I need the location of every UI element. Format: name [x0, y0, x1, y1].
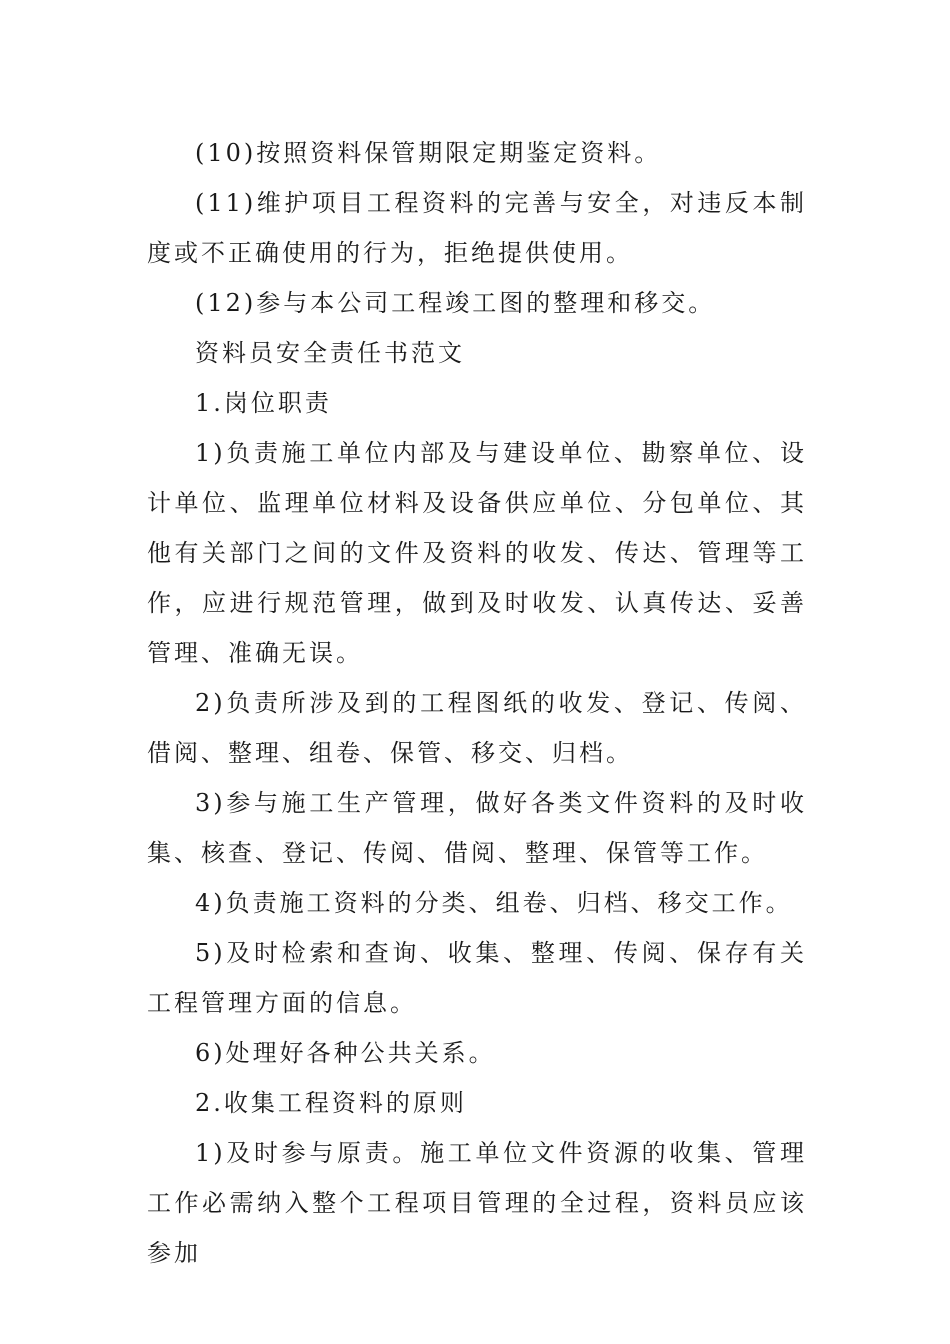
section-title: 资料员安全责任书范文 [195, 339, 465, 367]
document-body [147, 128, 807, 1278]
duty-item-2: 2)负责所涉及到的工程图纸的收发、登记、传阅、借阅、整理、组卷、保管、移交、归档。 [147, 689, 807, 767]
duty-item-1: 1)负责施工单位内部及与建设单位、勘察单位、设计单位、监理单位材料及设备供应单位、分包单位、其他有关部门之间的文件及资料的收发、传达、管理等工作，应进行规范管理，做到及时收发、认真传达、妥善管理、准确无误。 [147, 439, 807, 667]
paragraph-11: (11)维护项目工程资料的完善与安全，对违反本制度或不正确使用的行为，拒绝提供使用。 [147, 189, 807, 267]
duty-item-4: 4)负责施工资料的分类、组卷、归档、移交工作。 [195, 889, 793, 917]
heading-collection-principles: 2.收集工程资料的原则 [195, 1089, 467, 1117]
paragraph-10: (10)按照资料保管期限定期鉴定资料。 [195, 139, 662, 167]
duty-item-5: 5)及时检索和查询、收集、整理、传阅、保存有关工程管理方面的信息。 [147, 939, 807, 1017]
principle-item-1: 1)及时参与原责。施工单位文件资源的收集、管理工作必需纳入整个工程项目管理的全过程，资料员应该参加 [147, 1139, 807, 1267]
heading-job-duties: 1.岗位职责 [195, 389, 332, 417]
duty-item-6: 6)处理好各种公共关系。 [195, 1039, 496, 1067]
duty-item-3: 3)参与施工生产管理，做好各类文件资料的及时收集、核查、登记、传阅、借阅、整理、保管等工作。 [147, 789, 807, 867]
paragraph-12: (12)参与本公司工程竣工图的整理和移交。 [195, 289, 716, 317]
